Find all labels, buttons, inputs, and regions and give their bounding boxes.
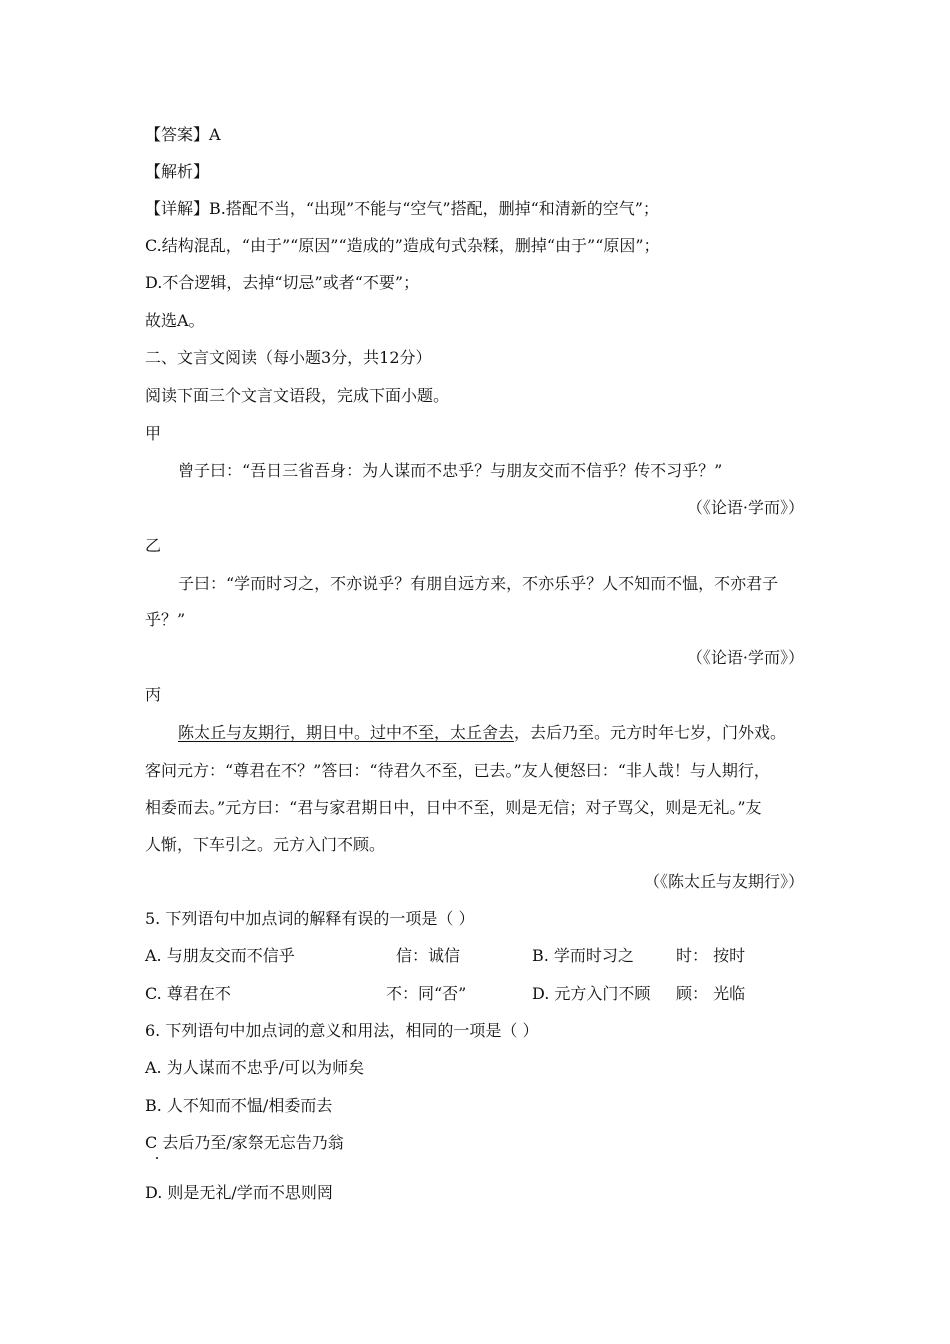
passage-jia-label: 甲 bbox=[145, 424, 162, 443]
q6-option-d: D. 则是无礼/学而不思则罔 bbox=[145, 1183, 333, 1202]
detail-line: 【详解】B.搭配不当，“出现”不能与“空气”搭配，删掉“和清新的空气”； bbox=[145, 199, 659, 218]
underlined-sentence: 陈太丘与友期行，期日中。过中不至，太丘舍去 bbox=[178, 723, 515, 742]
q5-option-c-gloss: 不：同“否” bbox=[386, 984, 467, 1003]
reading-instruction: 阅读下面三个文言文语段，完成下面小题。 bbox=[145, 386, 450, 405]
passage-yi-line1: 子曰：“学而时习之，不亦说乎？有朋自远方来，不亦乐乎？人不知而不愠，不亦君子 bbox=[178, 574, 779, 593]
q5-option-c: C. 尊君在不 bbox=[145, 984, 231, 1003]
q5-option-b-gloss: 时： 按时 bbox=[676, 946, 746, 965]
q6-option-a: A. 为人谋而不忠乎/可以为师矣 bbox=[145, 1058, 365, 1077]
emphasis-dot bbox=[156, 1157, 158, 1159]
conclusion-line: 故选A。 bbox=[145, 311, 205, 330]
q6-option-b: B. 人不知而不愠/相委而去 bbox=[145, 1096, 333, 1115]
passage-yi-source: （《论语·学而》） bbox=[686, 648, 804, 667]
passage-yi-label: 乙 bbox=[145, 536, 162, 555]
analysis-heading: 【解析】 bbox=[145, 162, 210, 181]
passage-bing-line1-rest: ，去后乃至。元方时年七岁，门外戏。 bbox=[514, 723, 787, 742]
passage-jia-source: （《论语·学而》） bbox=[686, 498, 804, 517]
question-5-stem: 5. 下列语句中加点词的解释有误的一项是（ ） bbox=[145, 909, 475, 928]
q5-option-a-gloss: 信：诚信 bbox=[396, 946, 461, 965]
section-title: 二、文言文阅读（每小题3分，共12分） bbox=[145, 348, 432, 367]
explanation-c: C.结构混乱，“由于”“原因”“造成的”造成句式杂糅，删掉“由于”“原因”； bbox=[145, 236, 660, 255]
q5-option-d-gloss: 顾： 光临 bbox=[676, 984, 746, 1003]
q6-option-c: C 去后乃至/家祭无忘告乃翁 bbox=[145, 1133, 344, 1152]
explanation-d: D.不合逻辑，去掉“切忌”或者“不要”； bbox=[145, 273, 420, 292]
passage-bing-source: （《陈太丘与友期行》） bbox=[643, 872, 804, 891]
q5-option-d: D. 元方入门不顾 bbox=[532, 984, 651, 1003]
question-6-stem: 6. 下列语句中加点词的意义和用法，相同的一项是（ ） bbox=[145, 1021, 539, 1040]
passage-bing-line2: 客问元方：“尊君在不？”答曰：“待君久不至，已去。”友人便怒曰：“非人哉！与人期行， bbox=[145, 761, 770, 780]
passage-yi-line2: 乎？” bbox=[145, 610, 186, 629]
q5-option-b: B. 学而时习之 bbox=[532, 946, 634, 965]
q5-option-a: A. 与朋友交而不信乎 bbox=[145, 946, 295, 965]
answer-line: 【答案】A bbox=[145, 125, 221, 144]
passage-bing-label: 丙 bbox=[145, 685, 162, 704]
passage-bing-line3: 相委而去。”元方曰：“君与家君期日中，日中不至，则是无信；对子骂父，则是无礼。”友 bbox=[145, 798, 762, 817]
passage-bing-line4: 人惭，下车引之。元方入门不顾。 bbox=[145, 835, 386, 854]
passage-bing-line1 bbox=[178, 723, 786, 743]
passage-jia-text: 曾子曰：“吾日三省吾身：为人谋而不忠乎？与朋友交而不信乎？传不习乎？” bbox=[178, 461, 723, 480]
